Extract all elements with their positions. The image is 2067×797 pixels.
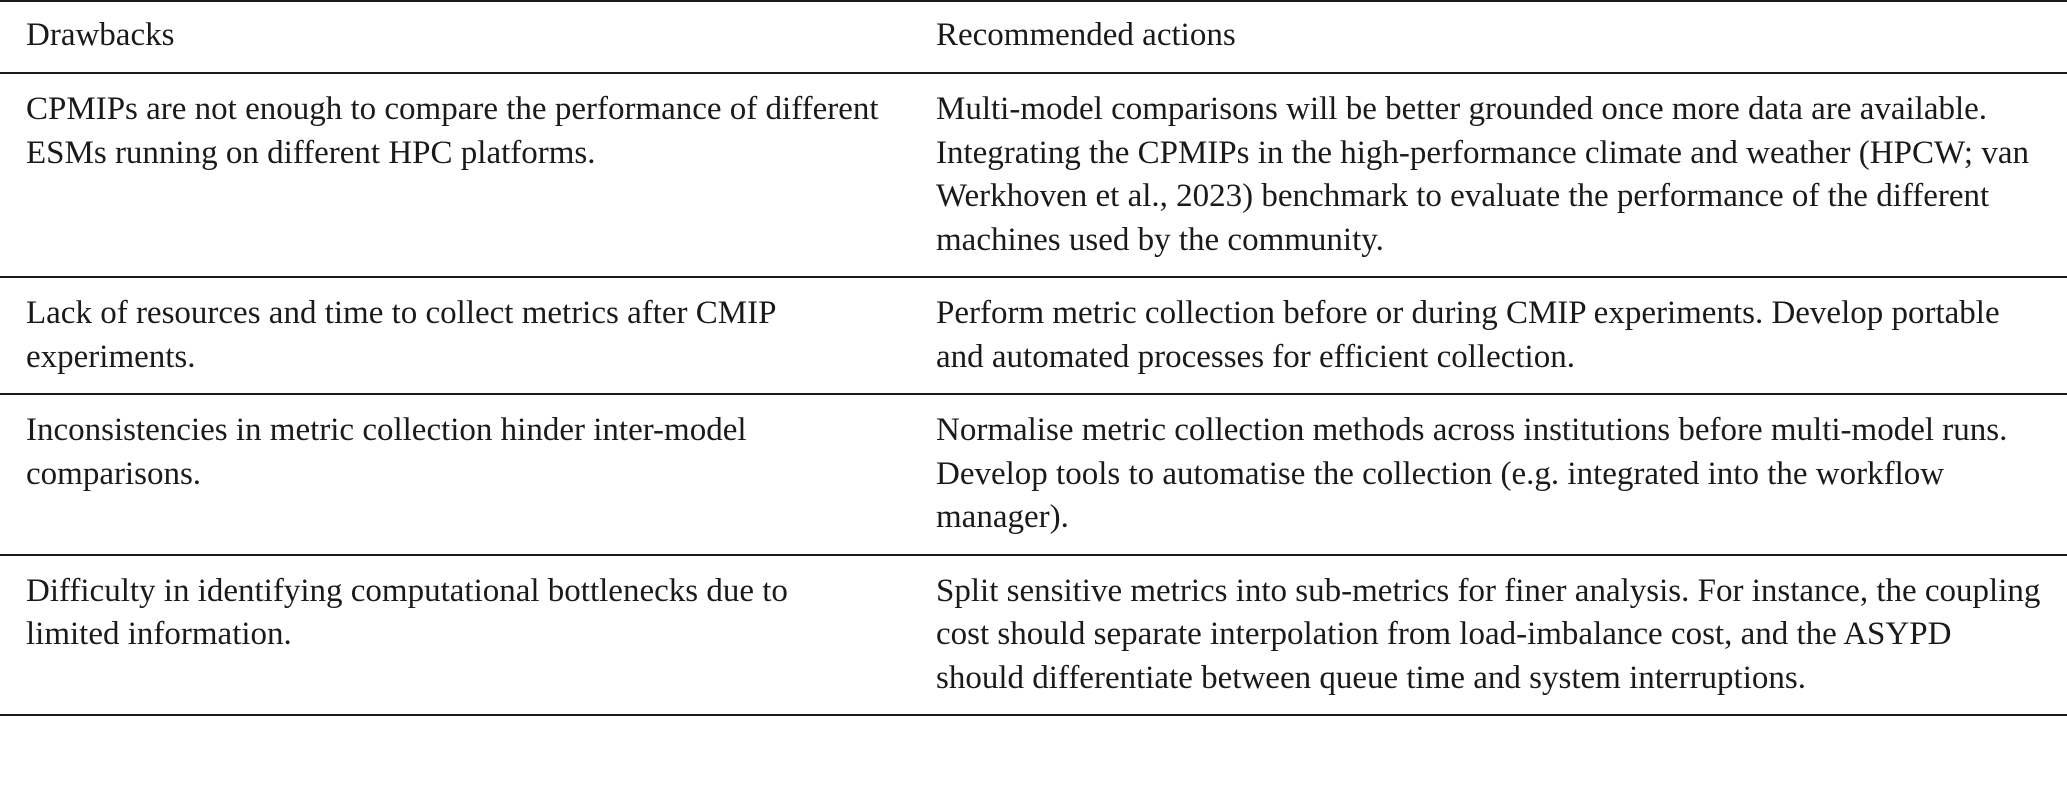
drawback-cell: CPMIPs are not enough to compare the performance of different ESMs running on different HPC platforms. (26, 91, 879, 171)
action-cell: Perform metric collection before or during CMIP experiments. Develop portable and automated processes for efficient collection. (936, 295, 2000, 375)
table-row (0, 277, 2067, 394)
drawback-cell: Lack of resources and time to collect metrics after CMIP experiments. (26, 295, 776, 375)
action-cell: Multi-model comparisons will be better grounded once more data are available. Integrating the CPMIPs in the high-performance climate and weather (HPCW; van Werkhoven et al., 2023) benchmark to evaluate the performance of the different machines used by the community. (936, 91, 2029, 258)
drawback-cell: Inconsistencies in metric collection hinder inter-model comparisons. (26, 412, 747, 492)
header-drawbacks: Drawbacks (0, 1, 936, 73)
table-row (0, 73, 2067, 277)
drawback-cell: Difficulty in identifying computational bottlenecks due to limited information. (26, 572, 788, 652)
table-body (0, 73, 2067, 715)
table-row (0, 555, 2067, 716)
table-row (0, 394, 2067, 555)
action-cell: Split sensitive metrics into sub-metrics for finer analysis. For instance, the coupling cost should separate interpolation from load-imbalance cost, and the ASYPD should differentiate between queue time and system interruptions. (936, 572, 2041, 696)
header-row (0, 1, 2067, 73)
header-recommended-actions: Recommended actions (936, 1, 2067, 73)
action-cell: Normalise metric collection methods across institutions before multi-model runs. Develop tools to automatise the collection (e.g. integrated into the workflow manager). (936, 412, 2008, 535)
table-header (0, 1, 2067, 73)
